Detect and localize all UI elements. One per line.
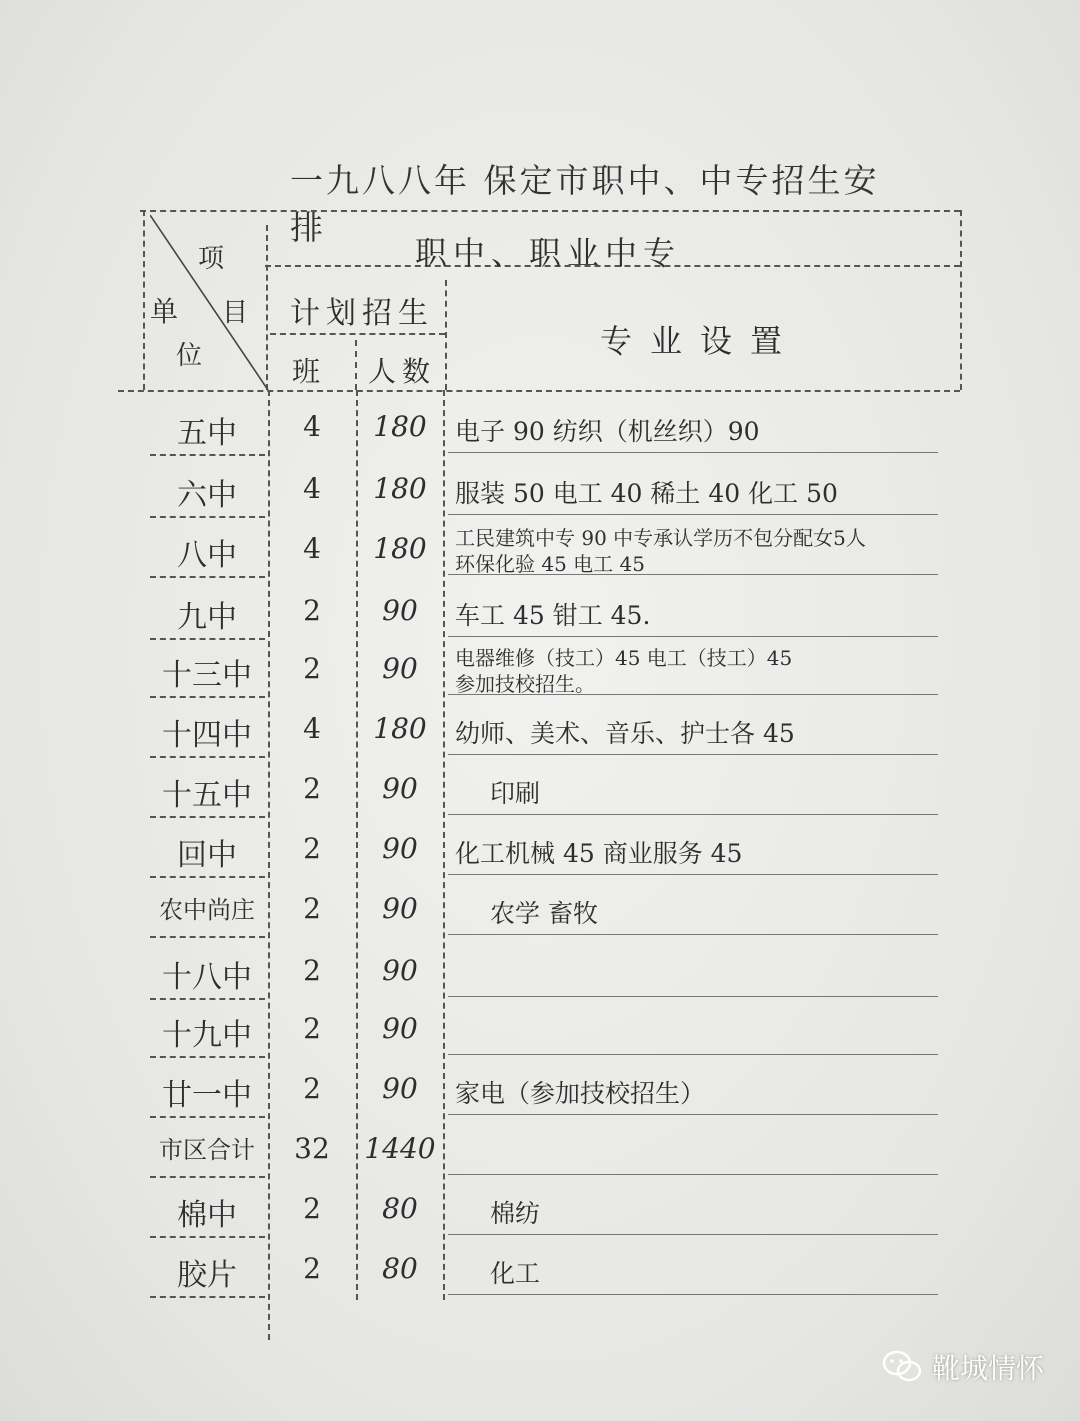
- major-row-line: [448, 754, 938, 755]
- major-row-line: [448, 1294, 938, 1295]
- people-count-cell: 90: [382, 954, 418, 987]
- people-count-cell: 90: [382, 594, 418, 627]
- class-count-cell: 2: [303, 1252, 321, 1285]
- row-divider: [150, 756, 265, 758]
- major-row-line: [448, 1174, 938, 1175]
- unit-cell: 回中: [177, 838, 237, 873]
- major-row-line: [448, 636, 938, 637]
- people-col-divider: [443, 390, 445, 1300]
- major-row-line: [448, 1054, 938, 1055]
- watermark-text: 靴城情怀: [931, 1352, 1044, 1385]
- class-col-divider: [356, 390, 358, 1300]
- class-count-cell: 4: [303, 712, 321, 745]
- major-row-line: [448, 814, 938, 815]
- major-row-line: [448, 996, 938, 997]
- major-cell: 家电（参加技校招生）: [455, 1079, 706, 1108]
- major-cell: 幼师、美术、音乐、护士各 45: [455, 719, 795, 748]
- major-cell: 棉纺: [490, 1199, 541, 1228]
- header-group-title: 职中、职业中专: [415, 234, 682, 272]
- header-unit-label: 单: [150, 295, 185, 328]
- header-item-label-2: 目: [222, 298, 255, 328]
- class-count-cell: 2: [303, 594, 321, 627]
- row-divider: [150, 1116, 265, 1118]
- unit-cell: 十九中: [162, 1018, 252, 1053]
- header-class-label: 班: [292, 355, 327, 388]
- header-plan-label: 计划招生: [290, 296, 434, 331]
- row-divider: [150, 998, 265, 1000]
- header-unit-label-2: 位: [176, 341, 209, 371]
- wechat-icon: [882, 1350, 922, 1384]
- row-divider: [150, 1236, 265, 1238]
- row-divider: [150, 876, 265, 878]
- major-row-line: [448, 514, 938, 515]
- header-people-label: 人数: [368, 355, 437, 388]
- row-divider: [150, 576, 265, 578]
- header-major-label: 专业设置: [600, 322, 801, 360]
- major-row-line: [448, 934, 938, 935]
- class-people-divider: [355, 340, 357, 390]
- major-cell-line2: 参加技校招生。: [455, 672, 595, 696]
- table-left-border: [143, 210, 145, 390]
- people-count-cell: 90: [382, 1012, 418, 1045]
- class-count-cell: 2: [303, 892, 321, 925]
- major-cell: 车工 45 钳工 45.: [455, 601, 651, 630]
- people-count-cell: 180: [373, 410, 427, 443]
- major-cell: 工民建筑中专 90 中专承认学历不包分配女5人: [455, 526, 866, 550]
- unit-cell: 十三中: [162, 658, 252, 693]
- unit-cell: 六中: [177, 478, 237, 513]
- people-count-cell: 80: [382, 1252, 418, 1285]
- major-cell: 化工机械 45 商业服务 45: [455, 839, 743, 868]
- unit-cell: 十五中: [162, 778, 252, 813]
- people-count-cell: 180: [373, 532, 427, 565]
- major-row-line: [448, 452, 938, 453]
- unit-cell: 胶片: [177, 1258, 237, 1293]
- unit-cell: 五中: [177, 416, 237, 451]
- unit-cell: 市区合计: [159, 1136, 255, 1164]
- row-divider: [150, 516, 265, 518]
- header-item-label: 项: [198, 244, 231, 274]
- people-count-cell: 80: [382, 1192, 418, 1225]
- row-divider: [150, 638, 265, 640]
- unit-cell: 棉中: [177, 1198, 237, 1233]
- row-divider: [150, 1296, 265, 1298]
- people-count-cell: 90: [382, 652, 418, 685]
- unit-cell: 农中尚庄: [159, 896, 255, 924]
- class-count-cell: 2: [303, 832, 321, 865]
- major-row-line: [448, 874, 938, 875]
- people-count-cell: 180: [373, 712, 427, 745]
- major-cell: 电子 90 纺织（机丝织）90: [455, 417, 760, 446]
- people-count-cell: 90: [382, 832, 418, 865]
- watermark: [882, 1347, 1044, 1387]
- people-count-cell: 90: [382, 1072, 418, 1105]
- class-count-cell: 2: [303, 1012, 321, 1045]
- major-cell: 农学 畜牧: [490, 899, 598, 928]
- document-title: 一九八八年 保定市职中、中专招生安排: [290, 161, 880, 247]
- people-count-cell: 90: [382, 772, 418, 805]
- row-divider: [150, 696, 265, 698]
- unit-cell: 八中: [177, 538, 237, 573]
- major-row-line: [448, 1114, 938, 1115]
- class-count-cell: 4: [303, 410, 321, 443]
- table-top-border: [140, 210, 960, 212]
- major-cell: 化工: [490, 1259, 541, 1288]
- class-count-cell: 2: [303, 772, 321, 805]
- class-count-cell: 32: [294, 1132, 330, 1165]
- people-count-cell: 90: [382, 892, 418, 925]
- class-count-cell: 2: [303, 1072, 321, 1105]
- plan-divider: [270, 333, 445, 335]
- major-cell: 电器维修（技工）45 电工（技工）45: [455, 646, 793, 670]
- row-divider: [150, 816, 265, 818]
- people-count-cell: 1440: [364, 1132, 436, 1165]
- class-count-cell: 2: [303, 652, 321, 685]
- plan-col-divider: [445, 280, 447, 390]
- class-count-cell: 2: [303, 1192, 321, 1225]
- major-row-line: [448, 1234, 938, 1235]
- major-cell: 服装 50 电工 40 稀土 40 化工 50: [455, 479, 838, 508]
- row-divider: [150, 936, 265, 938]
- row-divider: [150, 454, 265, 456]
- unit-cell: 十八中: [162, 960, 252, 995]
- class-count-cell: 4: [303, 532, 321, 565]
- row-divider: [150, 1176, 265, 1178]
- people-count-cell: 180: [373, 472, 427, 505]
- row-divider: [150, 1056, 265, 1058]
- major-cell: 印刷: [490, 779, 541, 808]
- class-count-cell: 2: [303, 954, 321, 987]
- class-count-cell: 4: [303, 472, 321, 505]
- unit-cell: 九中: [177, 600, 237, 635]
- unit-cell: 廿一中: [162, 1078, 252, 1113]
- unit-col-divider: [268, 390, 270, 1340]
- unit-cell: 十四中: [162, 718, 252, 753]
- major-cell-line2: 环保化验 45 电工 45: [455, 552, 645, 576]
- table-right-border: [960, 210, 962, 390]
